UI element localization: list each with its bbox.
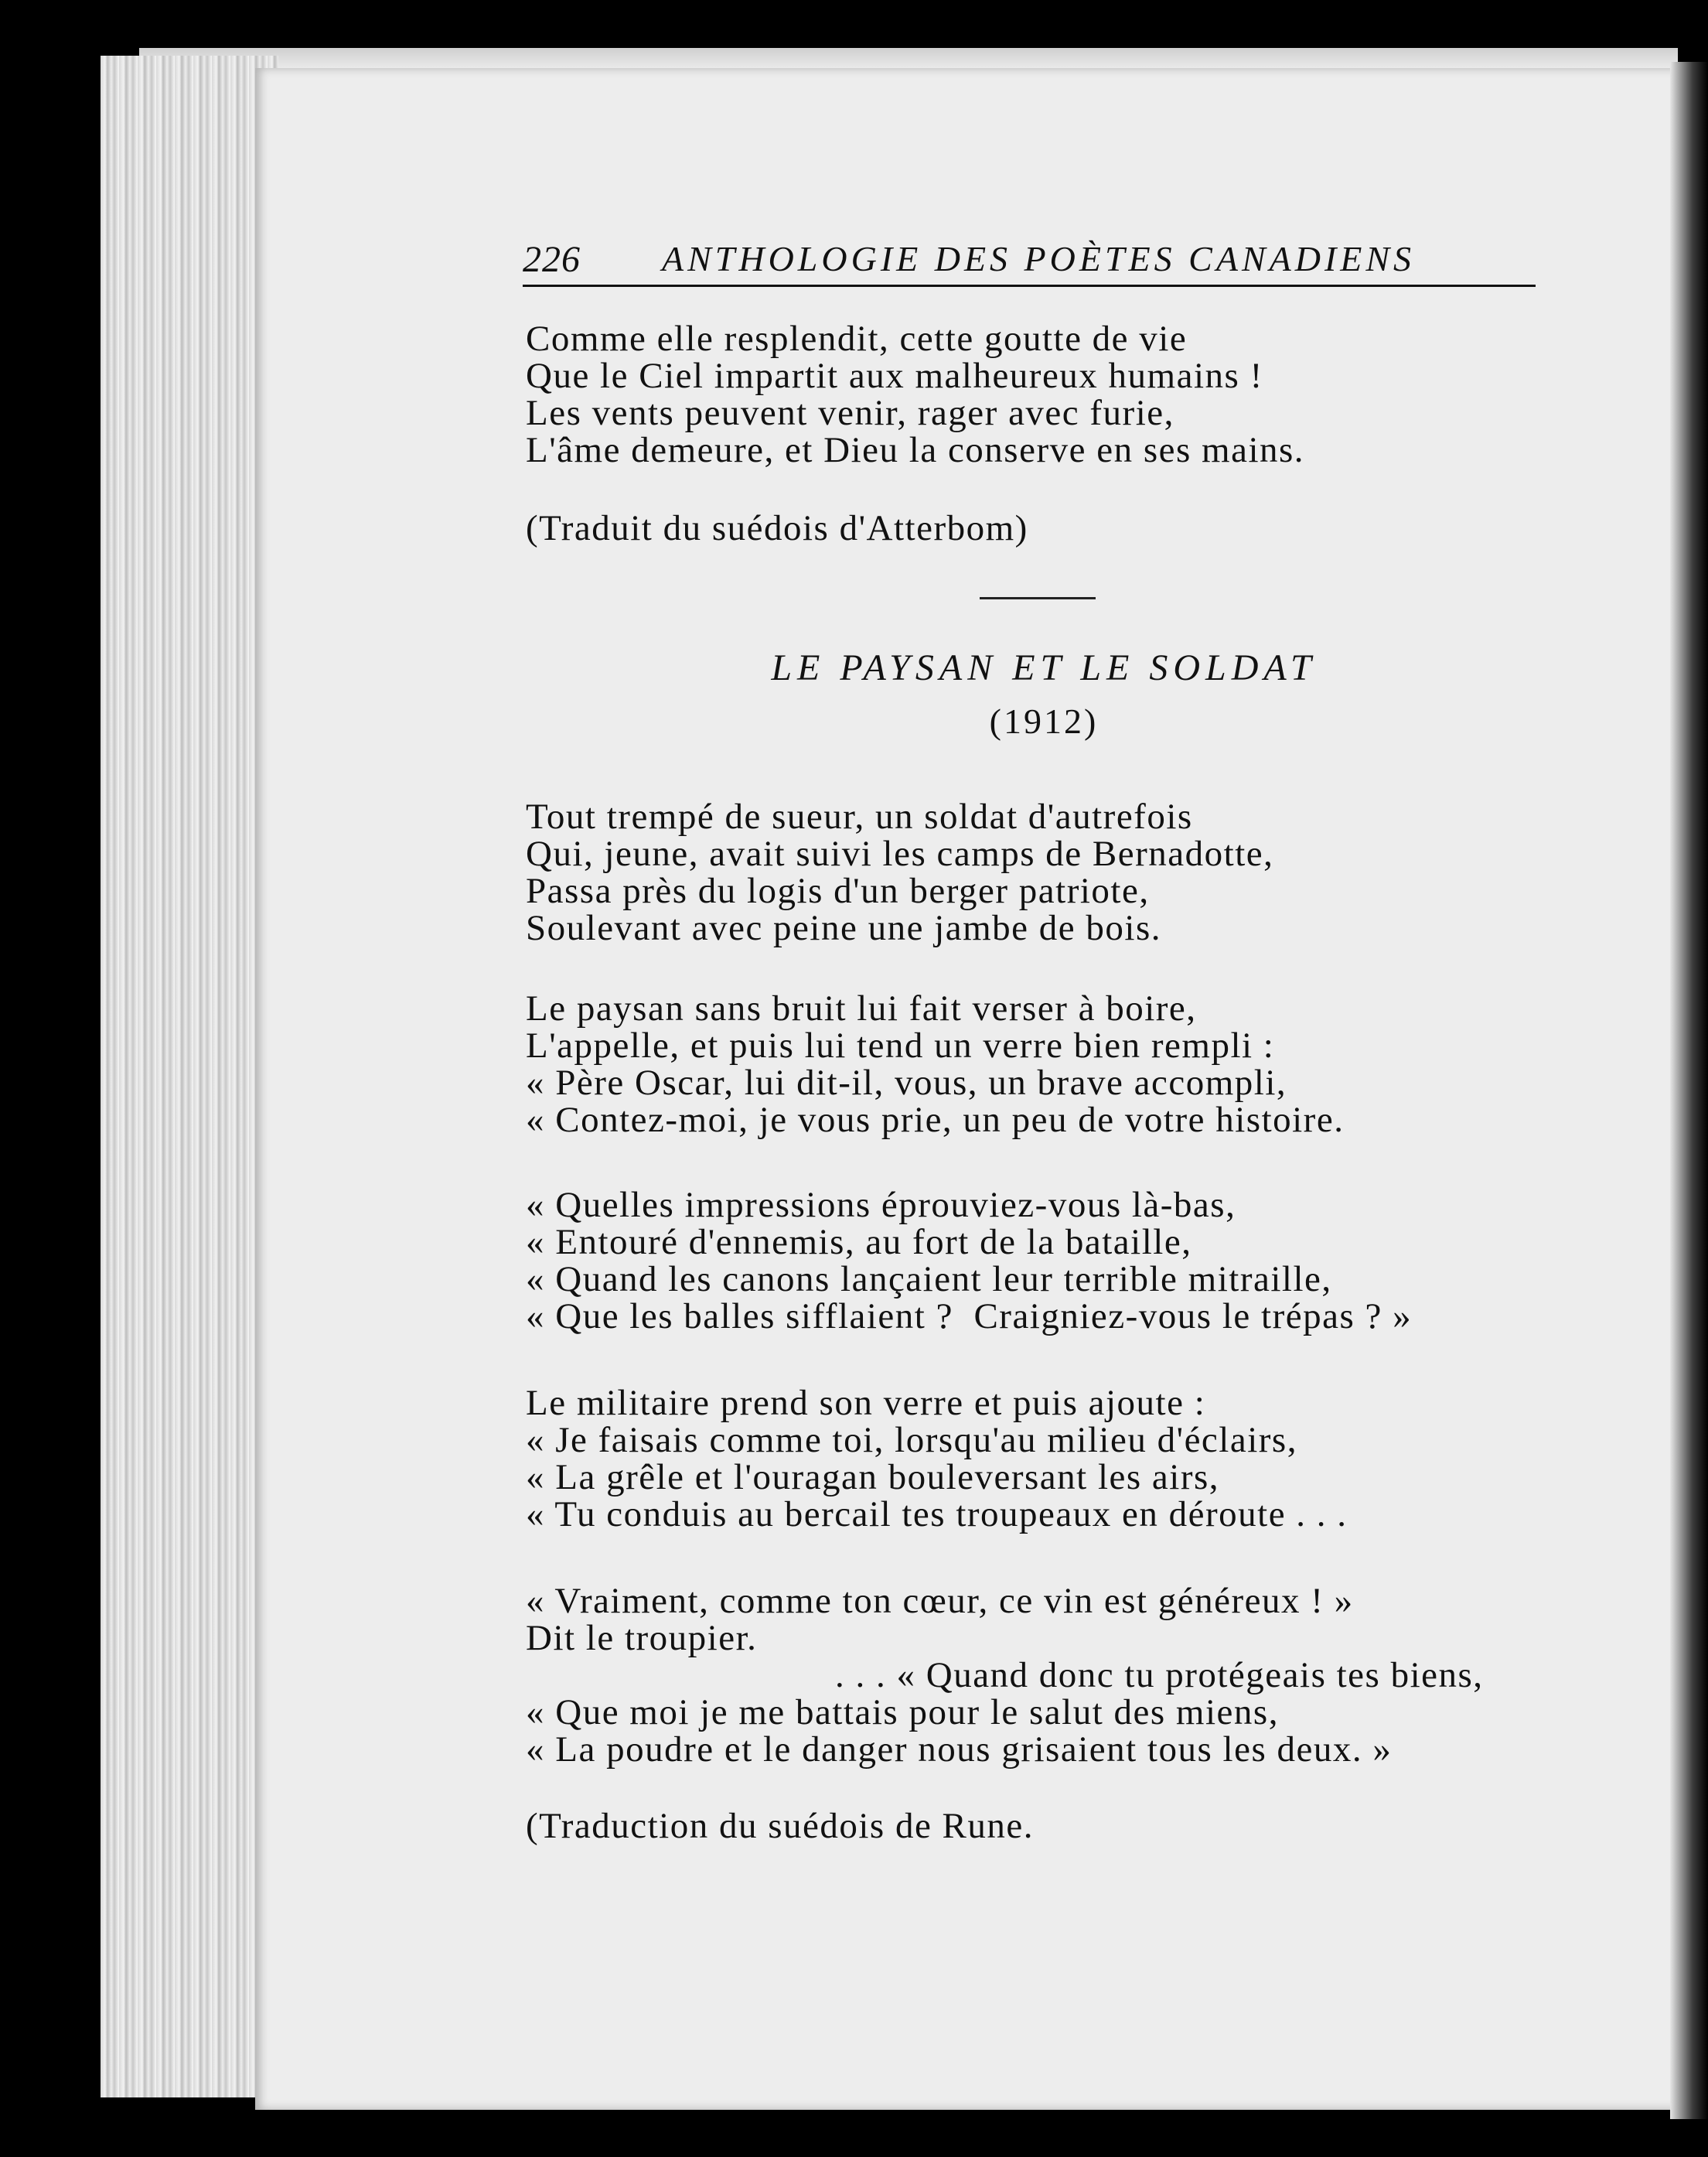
page-number: 226 [523,239,581,280]
verse-line: Les vents peuvent venir, rager avec furie, [526,393,1174,433]
verse-line: « Que les balles sifflaient ? Craigniez-vous le trépas ? » [526,1296,1413,1336]
stanza-intro [526,320,1546,469]
running-title: ANTHOLOGIE DES POÈTES CANADIENS [662,239,1416,278]
translation-note-rune: (Traduction du suédois de Rune. [526,1806,1035,1846]
verse-line: Qui, jeune, avait suivi les camps de Bernadotte, [526,834,1274,874]
page-stack-edges [101,56,278,2097]
section-divider [980,597,1096,599]
verse-line: Tout trempé de sueur, un soldat d'autrefois [526,797,1193,837]
verse-line: « Entouré d'ennemis, au fort de la bataille, [526,1222,1192,1262]
verse-line: « Vraiment, comme ton cœur, ce vin est généreux ! » [526,1581,1354,1621]
stanza-2 [526,990,1546,1138]
verse-line: Soulevant avec peine une jambe de bois. [526,908,1161,948]
poem-title: LE PAYSAN ET LE SOLDAT [771,647,1317,688]
stanza-4 [526,1384,1546,1533]
verse-line: Comme elle resplendit, cette goutte de vie [526,319,1188,359]
verse-line-indented: . . . « Quand donc tu protégeais tes biens, [835,1655,1484,1695]
verse-line: « Tu conduis au bercail tes troupeaux en déroute . . . [526,1494,1348,1534]
translation-note-atterbom: (Traduit du suédois d'Atterbom) [526,508,1028,548]
verse-line: « Contez-moi, je vous prie, un peu de votre histoire. [526,1100,1345,1140]
verse-line: « La poudre et le danger nous grisaient tous les deux. » [526,1729,1393,1770]
verse-line: Que le Ciel impartit aux malheureux humains ! [526,356,1263,396]
verse-line: Passa près du logis d'un berger patriote, [526,871,1150,911]
stanza-3 [526,1186,1546,1335]
stanza-1 [526,798,1546,947]
stanza-5 [526,1582,1546,1768]
verse-line: Le militaire prend son verre et puis ajoute : [526,1383,1206,1423]
verse-line: L'âme demeure, et Dieu la conserve en ses mains. [526,430,1305,470]
verse-line: « Quand les canons lançaient leur terrible mitraille, [526,1259,1332,1299]
verse-line: « La grêle et l'ouragan bouleversant les airs, [526,1457,1220,1497]
poem-year: (1912) [989,701,1099,741]
right-page-shadow [1670,62,1708,2119]
page-header [523,235,1536,287]
verse-line: Le paysan sans bruit lui fait verser à boire, [526,988,1197,1029]
verse-line: « Je faisais comme toi, lorsqu'au milieu d'éclairs, [526,1420,1297,1460]
verse-line: L'appelle, et puis lui tend un verre bien rempli : [526,1026,1275,1066]
verse-line: « Père Oscar, lui dit-il, vous, un brave accompli, [526,1063,1287,1103]
verse-line: Dit le troupier. [526,1618,758,1658]
verse-line: « Quelles impressions éprouviez-vous là-bas, [526,1185,1236,1225]
verse-line: « Que moi je me battais pour le salut des miens, [526,1692,1279,1732]
